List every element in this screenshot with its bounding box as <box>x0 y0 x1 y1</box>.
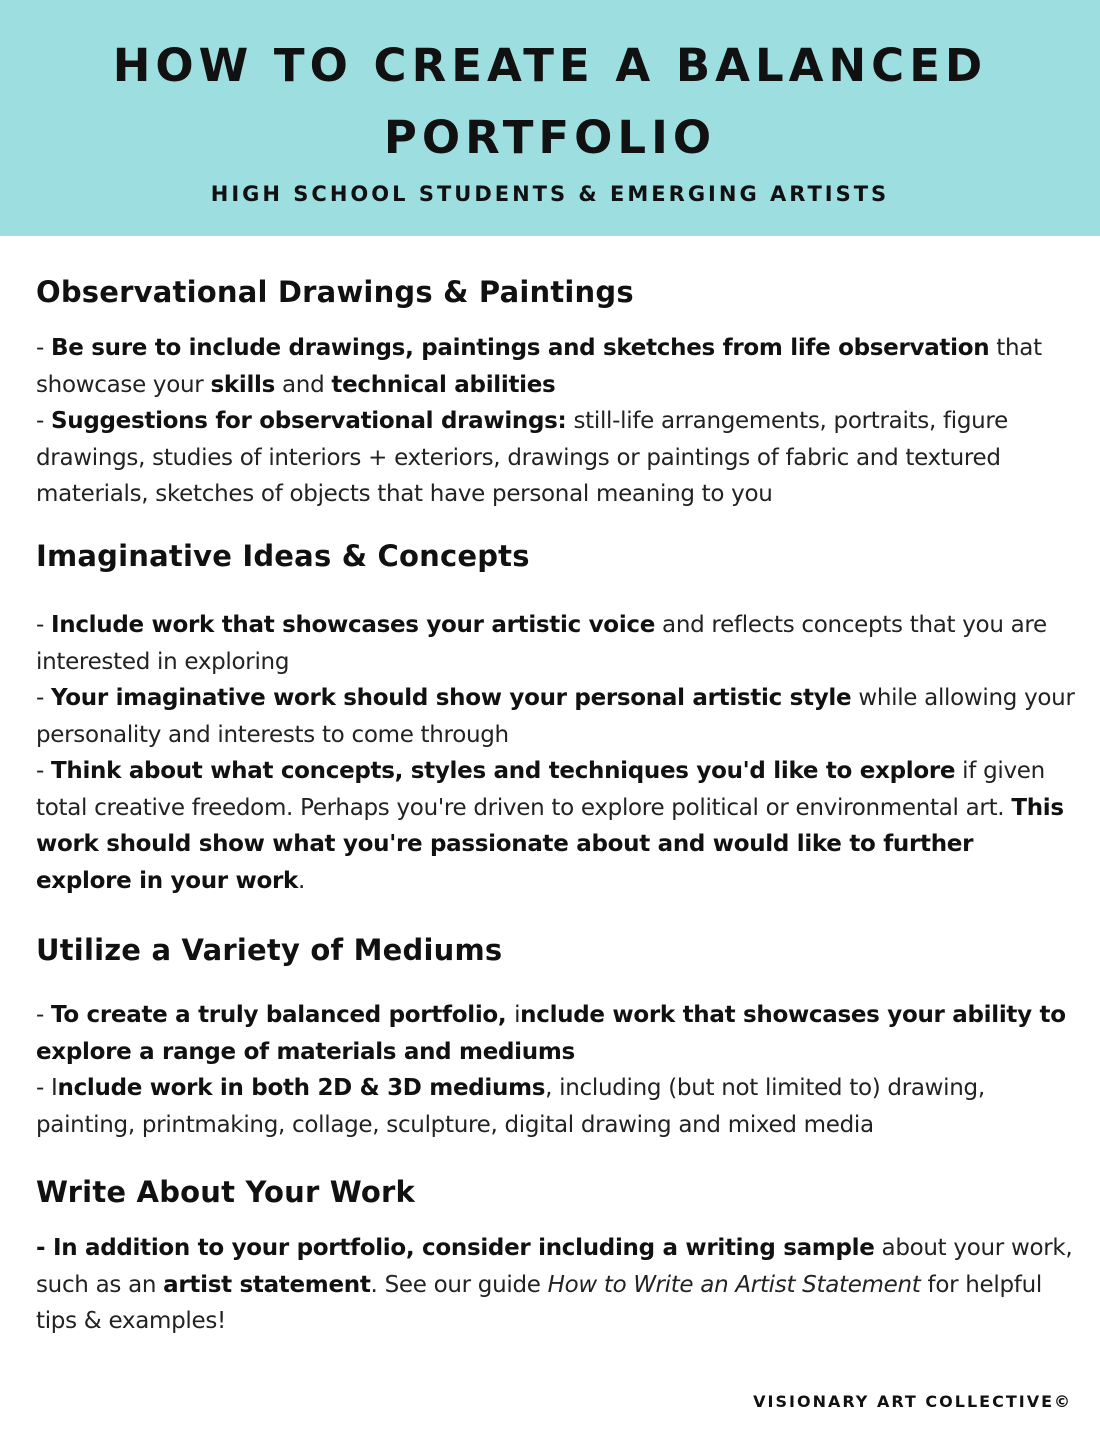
imaginative-paragraph-2 <box>36 680 1076 753</box>
body-text: . <box>298 867 306 894</box>
body-text: about your work, such as an <box>36 1235 1073 1298</box>
bold-text: To create a truly balanced portfolio, <box>51 1002 515 1028</box>
bullet-dash: - <box>36 335 52 361</box>
guide-title: How to Write an Artist Statement <box>547 1271 921 1298</box>
bullet-dash: - <box>36 685 52 711</box>
writing-paragraph-1 <box>36 1230 1076 1340</box>
mediums-paragraph-1 <box>36 997 1076 1070</box>
body-text: for helpful tips & examples! <box>36 1271 1042 1334</box>
bold-text: Think about what concepts, styles and techniques you'd like to explore <box>51 758 956 784</box>
section-heading-imaginative: Imaginative Ideas & Concepts <box>36 539 530 573</box>
bullet-dash: - <box>36 758 52 784</box>
bold-text: Be sure to include drawings, paintings and sketches from life observation <box>51 335 990 361</box>
header-banner <box>0 0 1100 236</box>
page-title-line1: HOW TO CREATE A BALANCED <box>112 39 988 92</box>
section-writing <box>36 1172 1076 1340</box>
bold-text: - In addition to your portfolio, consider including a writing sample <box>36 1235 875 1261</box>
page-subtitle: HIGH SCHOOL STUDENTS & EMERGING ARTISTS <box>210 182 890 206</box>
body-text: still-life arrangements, portraits, figure drawings, studies of interiors + exteriors, drawings or paintings of fabric and textured materials, sketches of objects that have personal meaning to you <box>36 408 1008 507</box>
section-observational <box>36 272 1076 513</box>
page-title <box>0 0 1100 174</box>
bullet-dash: - <box>36 408 52 434</box>
observational-paragraph-1 <box>36 330 1076 403</box>
body-text: and <box>275 371 332 398</box>
bold-text: nclude work in both 2D & 3D mediums <box>57 1075 546 1101</box>
body-text: that showcase your <box>36 335 1042 398</box>
mediums-paragraph-2 <box>36 1070 1076 1143</box>
bold-text: artist statement <box>163 1271 371 1298</box>
section-mediums <box>36 930 1076 1143</box>
footer-credit: VISIONARY ART COLLECTIVE© <box>753 1392 1072 1411</box>
section-heading-observational: Observational Drawings & Paintings <box>36 275 634 309</box>
section-heading-writing: Write About Your Work <box>36 1175 416 1209</box>
body-text: if given total creative freedom. Perhaps you're driven to explore political or environmental art. <box>36 758 1045 821</box>
bold-text: technical abilities <box>331 371 556 398</box>
body-text: i <box>514 1002 521 1028</box>
bold-text: Your imaginative work should show your personal artistic style <box>51 685 852 711</box>
body-text: and reflects concepts that you are interested in exploring <box>36 612 1047 675</box>
page-title-line2: PORTFOLIO <box>383 111 717 164</box>
body-text: while allowing your personality and interests to come through <box>36 685 1075 748</box>
bold-text: skills <box>210 371 275 398</box>
observational-paragraph-2 <box>36 403 1076 513</box>
bullet-dash: - <box>36 1002 52 1028</box>
bullet-dash: - <box>36 612 52 638</box>
section-imaginative <box>36 536 1076 899</box>
bold-text: Suggestions for observational drawings: <box>51 408 567 434</box>
bold-text: This work should show what you're passionate about and would like to further explore in your work <box>36 794 1064 894</box>
imaginative-paragraph-3 <box>36 753 1076 899</box>
section-heading-mediums: Utilize a Variety of Mediums <box>36 933 503 967</box>
imaginative-paragraph-1 <box>36 607 1076 680</box>
body-text: . See our guide <box>370 1271 548 1298</box>
bullet-dash: - I <box>36 1075 58 1101</box>
bold-text: nclude work that showcases your ability to explore a range of materials and mediums <box>36 1002 1066 1065</box>
body-text: , including (but not limited to) drawing, painting, printmaking, collage, sculpture, digital drawing and mixed media <box>36 1075 985 1138</box>
bold-text: Include work that showcases your artistic voice <box>51 612 656 638</box>
